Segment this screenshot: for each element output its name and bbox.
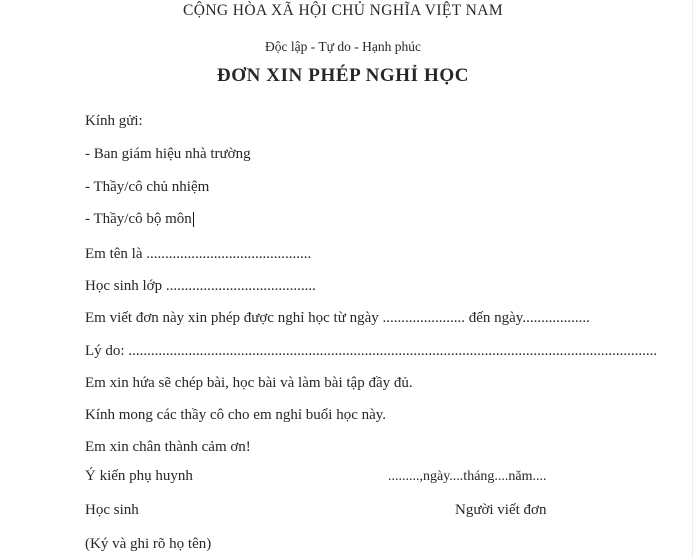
page-edge-divider (692, 0, 693, 557)
recipient-homeroom-teacher: - Thầy/cô chủ nhiệm (85, 179, 210, 195)
document-title: ĐƠN XIN PHÉP NGHỈ HỌC (216, 65, 470, 86)
parent-opinion-label: Ý kiến phụ huynh (85, 468, 193, 484)
promise-line: Em xin hứa sẽ chép bài, học bài và làm bài tập đầy đủ. (85, 375, 413, 391)
motto-heading: Độc lập - Tự do - Hạnh phúc (265, 39, 421, 54)
recipient-subject-teacher: - Thầy/cô bộ môn (85, 211, 192, 227)
salutation: Kính gửi: (85, 113, 143, 129)
signature-note: (Ký và ghi rõ họ tên) (85, 536, 212, 552)
approval-request-line: Kính mong các thầy cô cho em nghỉ buổi học này. (85, 407, 387, 423)
leave-dates-line: Em viết đơn này xin phép được nghỉ học từ ngày ...................... đến ngày.................. (85, 310, 590, 326)
student-label: Học sinh (85, 502, 139, 518)
text-cursor-caret (193, 212, 195, 227)
recipient-subject-teacher-line (85, 210, 194, 228)
recipient-school-board: - Ban giám hiệu nhà trường (85, 146, 251, 162)
writer-label: Người viết đơn (455, 502, 547, 518)
thanks-line: Em xin chân thành cảm ơn! (85, 439, 251, 455)
republic-heading: CỘNG HÒA XÃ HỘI CHỦ NGHĨA VIỆT NAM (182, 2, 503, 19)
date-placeholder-line: .........,ngày....tháng....năm.... (388, 469, 547, 484)
name-blank-line: Em tên là ............................................ (85, 246, 312, 262)
class-blank-line: Học sinh lớp ........................................ (85, 278, 316, 294)
reason-blank-line: Lý do: ............................................................................................................................................. (85, 343, 658, 359)
